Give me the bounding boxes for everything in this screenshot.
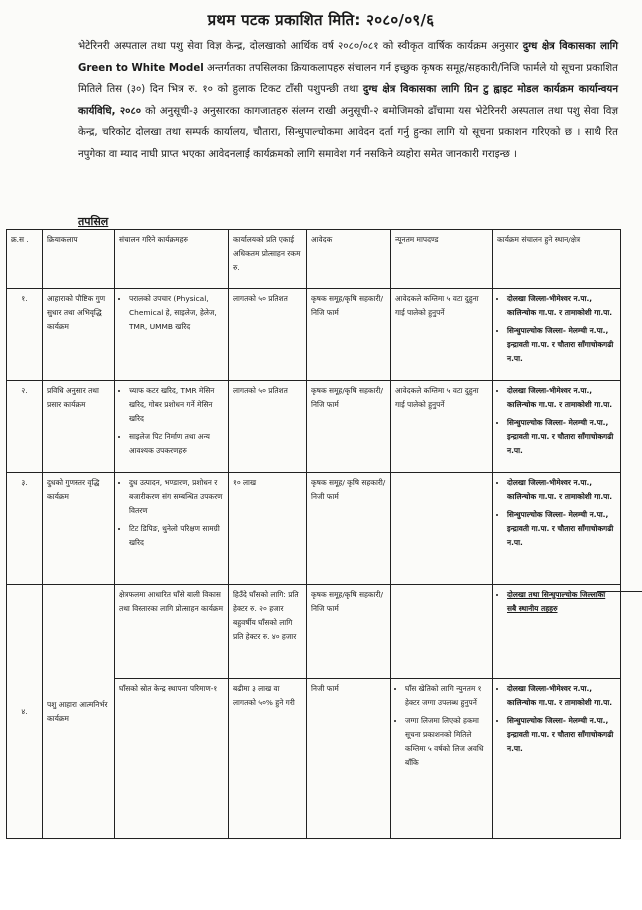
row-applicant: कृषक समूह/कृषि सहकारी/निजि फार्म	[307, 381, 391, 473]
header-location: कार्यक्रम संचालन हुने स्थान/क्षेत्र	[493, 230, 621, 289]
row-programs	[115, 473, 229, 585]
row-programs	[115, 381, 229, 473]
intro-bold-1: दुग्ध क्षेत्र विकासका लागि Green to White Model	[78, 41, 619, 74]
criteria-item: • जग्गा लिजमा लिएको हकमा सूचना प्रकाशनको मितिले कम्तिमा ५ वर्षको लिज अवधि बाँकि	[405, 714, 488, 770]
row-criteria	[391, 585, 493, 679]
row-activity: दुधको गुणस्तर वृद्धि कार्यक्रम	[43, 473, 115, 585]
row-locations	[493, 289, 621, 381]
intro-text-2: अन्तर्गतका तपसिलका क्रियाकलापहरु संचालन गर्न इच्छुक कृषक समूह/सहकारी/निजि फार्मले यो सूचना प्रकाशित मितिले तिस (३०) दिन भित्र रु. १० को हुलाक टिकट टाँसी पशुपन्छी तथा	[78, 62, 618, 95]
location-item: • सिन्धुपाल्चोक जिल्ला- मेलम्ची न.पा., इन्द्रावती गा.पा. र चौतारा साँगाचोकगढी न.पा.	[507, 416, 616, 458]
header-programs: संचालन गरिने कार्यक्रमहरु	[115, 230, 229, 289]
row-programs: घाँसको स्रोत केन्द्र स्थापना परिमाण-१	[115, 679, 229, 839]
location-item: • सिन्धुपाल्चोक जिल्ला- मेलम्ची न.पा., इन्द्रावती गा.पा. र चौतारा साँगाचोकगढी न.पा.	[507, 324, 616, 366]
table-header-row	[7, 230, 621, 289]
row-locations	[493, 381, 621, 473]
header-criteria: न्यूनतम मापदण्ड	[391, 230, 493, 289]
intro-text-3: को अनुसूची-३ अनुसारका कागजातहरु संलग्न राखी अनुसूची-२ बमोजिमको ढाँचामा यस भेटेरिनरी अस्पताल तथा पशु सेवा विज्ञ केन्द्र, चरिकोट दोलखा तथा सम्पर्क कार्यालय, चौतारा, सिन्धुपाल्चोकमा आवेदन दर्ता गर्नु हुन्का लागि यो सूचना प्रकाशन गरिएको छ । साथै रित नपुगेका वा म्याद नाघी प्राप्त भएका आवेदनलाई कार्यक्रमको लागि समावेश गर्न नसकिने व्यहोरा समेत जानकारी गराइन्छ ।	[78, 105, 618, 160]
location-item: • दोलखा जिल्ला-भीमेश्वर न.पा., कालिन्चोक गा.पा. र तामाकोशी गा.पा.	[507, 384, 616, 412]
location-item: • दोलखा तथा सिन्धुपाल्चोक जिल्लाका सबै स्थानीय तहहरु	[507, 588, 616, 616]
row-applicant: कृषक समूह/कृषि सहकारी/निजि फार्म	[307, 585, 391, 679]
row-locations	[493, 585, 621, 679]
row-applicant: निजी फार्म	[307, 679, 391, 839]
row-sn: ४.	[7, 585, 43, 839]
header-applicant: आवेदक	[307, 230, 391, 289]
row-programs: क्षेत्रफलमा आधारित घाँसे बाली विकास तथा विस्तारका लागि प्रोत्साहन कार्यक्रम	[115, 585, 229, 679]
row-criteria	[391, 679, 493, 839]
row-locations	[493, 473, 621, 585]
location-item: • दोलखा जिल्ला-भीमेश्वर न.पा., कालिन्चोक गा.पा. र तामाकोशी गा.पा.	[507, 292, 616, 320]
location-item: • सिन्धुपाल्चोक जिल्ला- मेलम्ची न.पा., इन्द्रावती गा.पा. र चौतारा साँगाचोकगढी न.पा.	[507, 508, 616, 550]
row-sn: २.	[7, 381, 43, 473]
table-row	[7, 473, 621, 585]
header-grant: कार्यालयको प्रति एकाई अधिकतम प्रोत्साहन रकम रु.	[229, 230, 307, 289]
row-grant: लागतको ५० प्रतिशत	[229, 381, 307, 473]
row-criteria: आवेदकले कम्तिमा ५ वटा दुहुना गाई पालेको हुनुपर्ने	[391, 289, 493, 381]
program-item: • टिट डिपिङ, थुनेलो परिक्षण सामग्री खरिद	[129, 522, 224, 550]
row-criteria: आवेदकले कम्तिमा ५ वटा दुहुना गाई पालेको हुनुपर्ने	[391, 381, 493, 473]
row-activity: आहाराको पौष्टिक गुण सुधार तथा अभिवृद्धि कार्यक्रम	[43, 289, 115, 381]
intro-text-1: भेटेरिनरी अस्पताल तथा पशु सेवा विज्ञ केन्द्र, दोलखाको आर्थिक वर्ष २०८०/०८१ को स्वीकृत वार्षिक कार्यक्रम अनुसार	[78, 41, 523, 52]
criteria-item: • घाँस खेतिको लागि न्युनतम १ हेक्टर जग्गा उपलब्ध हुनुपर्ने	[405, 682, 488, 710]
row-applicant: कृषक समूह/ कृषि सहकारी/निजी फार्म	[307, 473, 391, 585]
header-sn: क्र.स .	[7, 230, 43, 289]
table-row	[7, 381, 621, 473]
program-item: • च्याफ कटर खरिद, TMR मेसिन खरिद, गोबर प्रशोधन गर्ने मेसिन खरिद	[129, 384, 224, 426]
row-grant: लागतको ५० प्रतिशत	[229, 289, 307, 381]
intro-bold-2: दुग्ध क्षेत्र विकासका लागि ग्रिन टु ह्वाइट मोडल कार्यक्रम कार्यान्वयन कार्यविधि, २०८०	[78, 84, 618, 117]
program-table	[6, 229, 621, 839]
table-row	[7, 585, 621, 679]
schedule-heading: तपसिल	[78, 215, 109, 228]
row-activity: प्रविधि अनुसार तथा प्रसार कार्यक्रम	[43, 381, 115, 473]
row-grant: बढीमा ३ लाख वा लागतको ५०% हुने गरी	[229, 679, 307, 839]
row-criteria	[391, 473, 493, 585]
row-activity: पशु आहारा आत्मनिर्भर कार्यक्रम	[43, 585, 115, 839]
notice-title: प्रथम पटक प्रकाशित मिति: २०८०/०९/६	[207, 11, 435, 29]
location-item: • दोलखा जिल्ला-भीमेश्वर न.पा., कालिन्चोक गा.पा. र तामाकोशी गा.पा.	[507, 682, 616, 710]
program-item: • परालको उपचार (Physical, Chemical हे, साइलेज, हेलेज, TMR, UMMB खरिद	[129, 292, 224, 334]
row-grant: १० लाख	[229, 473, 307, 585]
table-row	[7, 289, 621, 381]
row-grant: हिउँदे घाँसको लागि: प्रति हेक्टर रु. २० हजार बहुवर्षीय घाँसको लागि प्रति हेक्टर रु. ४० हजार	[229, 585, 307, 679]
row-sn: ३.	[7, 473, 43, 585]
location-item: • सिन्धुपाल्चोक जिल्ला- मेलम्ची न.पा., इन्द्रावती गा.पा. र चौतारा साँगाचोकगढी न.पा.	[507, 714, 616, 756]
program-item: • दुध उत्पादन, भण्डारण, प्रशोधन र बजारीकरण संग सम्बन्धित उपकरण वितरण	[129, 476, 224, 518]
page-bottom-margin	[0, 840, 642, 910]
row-applicant: कृषक समूह/कृषि सहकारी/निजि फार्म	[307, 289, 391, 381]
notice-intro	[78, 36, 618, 165]
row-sn: १.	[7, 289, 43, 381]
header-activity: क्रियाकलाप	[43, 230, 115, 289]
table-edge-line	[597, 591, 642, 593]
location-item: • दोलखा जिल्ला-भीमेश्वर न.पा., कालिन्चोक गा.पा. र तामाकोशी गा.पा.	[507, 476, 616, 504]
row-locations	[493, 679, 621, 839]
row-programs	[115, 289, 229, 381]
program-item: • साइलेज पिट निर्माण तथा अन्य आवश्यक उपकरणहरु	[129, 430, 224, 458]
